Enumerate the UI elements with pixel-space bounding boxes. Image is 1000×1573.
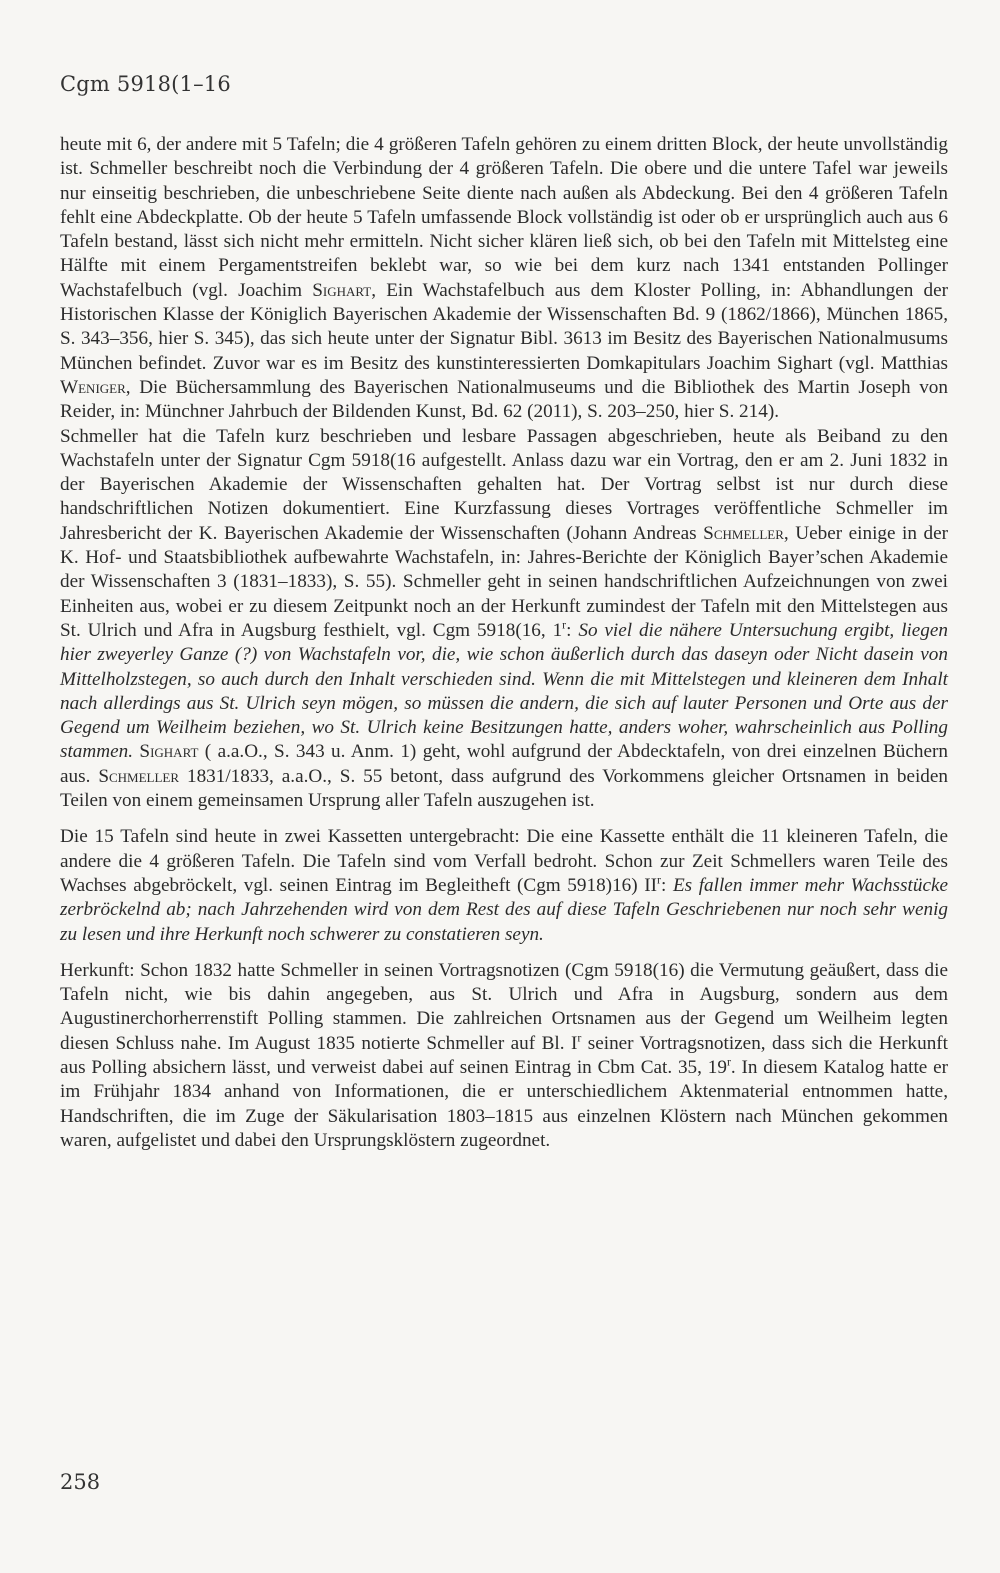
text-run: . In diesem Katalog hatte er im Frühjahr 1834 anhand von Informationen, die er unterschiedlichem Aktenmaterial entnommen hatte, Handschriften, die im Zuge der Säkularisation 1803–1815 aus einzelnen Klöstern nach München gekommen waren, aufgelistet und dabei den Ursprungsklöstern zugeordnet. xyxy=(60,1056,949,1151)
paragraph-2 xyxy=(60,425,948,814)
author-name: Sighart xyxy=(139,741,199,763)
author-name: Schmeller xyxy=(703,522,784,544)
paragraph-4 xyxy=(60,959,948,1153)
recto-superscript: r xyxy=(577,1030,582,1045)
text-run: Die 15 Tafeln sind heute in zwei Kassetten untergebracht: Die eine Kassette enthält die 11 kleineren Tafeln, die andere die 4 größeren Tafeln. Die Tafeln sind vom Verfall bedroht. Schon zur Zeit Schmellers waren Teile des Wachses abgebröckelt, vgl. seinen Eintrag im Begleitheft (Cgm 5918)16) II xyxy=(60,826,948,896)
recto-superscript: r xyxy=(657,872,661,887)
quotation: Es fallen immer mehr Wachsstücke zerbröckelnd ab; nach Jahrzehenden wird von dem Rest des auf diese Tafeln Geschriebenen nur noch sehr wenig zu lesen und ihre Herkunft noch schwerer zu constatieren seyn. xyxy=(60,874,948,945)
main-text xyxy=(60,133,948,1153)
paragraph-1 xyxy=(60,133,948,425)
text-run: heute mit 6, der andere mit 5 Tafeln; die 4 größeren Tafeln gehören zu einem dritten Block, der heute unvollständig ist. Schmeller beschreibt noch die Verbindung der 4 größeren Tafeln. Die obere und die untere Tafel war jeweils nur einseitig beschrieben, die unbeschriebene Seite diente nach außen als Abdeckung. Bei den 4 größeren Tafeln fehlt eine Abdeckplatte. Ob der heute 5 Tafeln umfassende Block vollständig ist oder ob er ursprünglich auch aus 6 Tafeln bestand, lässt sich nicht mehr ermitteln. Nicht sicher klären ließ sich, ob bei den Tafeln mit Mittelsteg eine Hälfte mit einem Pergamentstreifen beklebt war, so wie bei dem kurz nach 1341 entstanden Pollinger Wachstafelbuch (vgl. Joachim xyxy=(60,134,948,301)
text-run: seiner Vortragsnotizen, dass sich die Herkunft aus Polling absichern lässt, und verweist dabei auf seinen Eintrag in Cbm Cat. 35, 19 xyxy=(60,1032,949,1078)
page-number: 258 xyxy=(60,1470,101,1494)
text-run: , Ueber einige in der K. Hof- und Staatsbibliothek aufbewahrte Wachstafeln, in: Jahres-Berichte der Königlich Bayer’schen Akademie der Wissenschaften 3 (1831–1833), S. 55). Schmeller geht in seinen handschriftlichen Aufzeichnungen von zwei Einheiten aus, wobei er zu diesem Zeitpunkt noch an der Herkunft zumindest der Tafeln mit den Mittelstegen aus St. Ulrich und Afra in Augsburg festhielt, vgl. Cgm 5918(16, 1 xyxy=(60,522,948,641)
text-run: : xyxy=(566,619,579,641)
text-run: Schmeller hat die Tafeln kurz beschrieben und lesbare Passagen abgeschrieben, heute als Beiband zu den Wachstafeln unter der Signatur Cgm 5918(16 aufgestellt. Anlass dazu war ein Vortrag, den er am 2. Juni 1832 in der Bayerischen Akademie der Wissenschaften gehalten hat. Der Vortrag selbst ist nur durch diese handschriftlichen Notizen dokumentiert. Eine Kurzfassung dieses Vortrages veröffentliche Schmeller im Jahresbericht der K. Bayerischen Akademie der Wissenschaften (Johann Andreas xyxy=(60,425,948,544)
running-head: Cgm 5918(1–16 xyxy=(60,72,231,96)
text-run: : xyxy=(661,874,673,896)
author-name: Sighart xyxy=(312,279,372,301)
text-run: , Die Büchersammlung des Bayerischen Nationalmuseums und die Bibliothek des Martin Joseph von Reider, in: Münchner Jahrbuch der Bildenden Kunst, Bd. 62 (2011), S. 203–250, hier S. 214). xyxy=(60,376,948,423)
quotation: So viel die nähere Untersuchung ergibt, liegen hier zweyerley Ganze (?) von Wachstafeln vor, die, wie schon äußerlich durch das daseyn oder Nicht dasein von Mittelholzstegen, so auch durch den Inhalt verschieden sind. Wenn die mit Mittelstegen und kleineren dem Inhalt nach allerdings aus St. Ulrich seyn mögen, so müssen die andern, die sich auf lauter Personen und Orte aus der Gegend um Weilheim beziehen, wo St. Ulrich keine Besitzungen hatte, anders woher, wahrscheinlich aus Polling stammen. xyxy=(60,619,948,763)
text-run: Herkunft: Schon 1832 hatte Schmeller in seinen Vortragsnotizen (Cgm 5918(16) die Vermutung geäußert, dass die Tafeln nicht, wie bis dahin angegeben, aus St. Ulrich und Afra in Augsburg, sondern aus dem Augustinerchorherrenstift Polling stammen. Die zahlreichen Ortsnamen aus der Gegend um Weilheim legten diesen Schluss nahe. Im August 1835 notierte Schmeller auf Bl. I xyxy=(60,959,948,1054)
recto-superscript: r xyxy=(726,1054,731,1069)
author-name: Weniger xyxy=(60,376,126,398)
recto-superscript: r xyxy=(562,617,567,632)
text-run: , Ein Wachstafelbuch aus dem Kloster Polling, in: Abhandlungen der Historischen Klasse der Königlich Bayerischen Akademie der Wissenschaften Bd. 9 (1862/1866), München 1865, S. 343–356, hier S. 345), das sich heute unter der Signatur Bibl. 3613 im Besitz des Bayerischen Nationalmusums München befindet. Zuvor war es im Besitz des kunstinteressierten Domkapitulars Joachim Sighart (vgl. Matthias xyxy=(60,279,948,374)
text-run: ( a.a.O., S. 343 u. Anm. 1) geht, wohl aufgrund der Abdecktafeln, von drei einzelnen Büchern aus. xyxy=(60,741,948,787)
paragraph-3 xyxy=(60,825,948,946)
text-run: 1831/1833, a.a.O., S. 55 betont, dass aufgrund des Vorkommens gleicher Ortsnamen in beiden Teilen von einem gemeinsamen Ursprung aller Tafeln auszugehen ist. xyxy=(60,765,949,812)
author-name: Schmeller xyxy=(98,765,180,787)
